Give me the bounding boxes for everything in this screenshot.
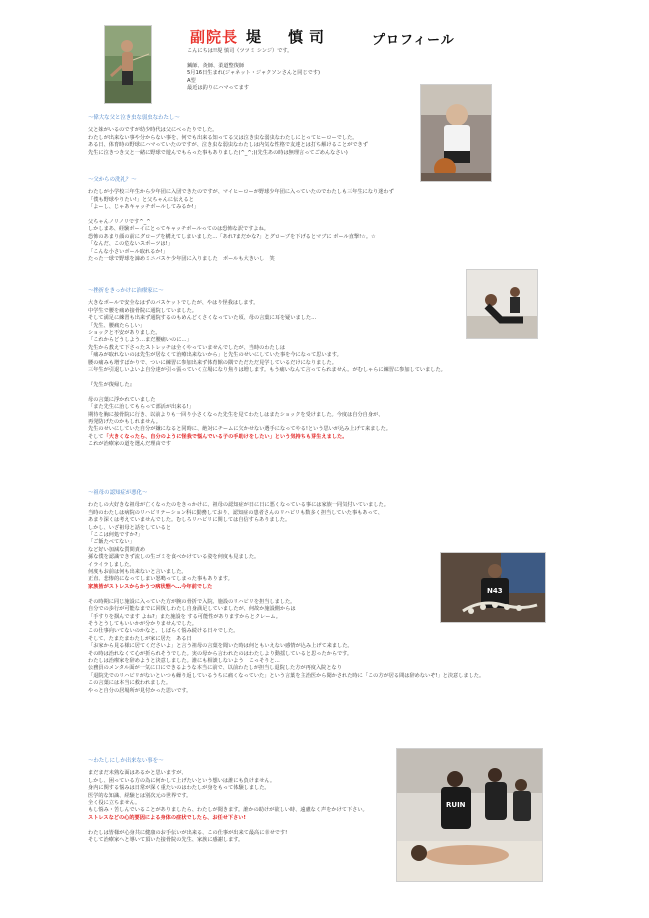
- section-baptism: [88, 177, 394, 263]
- section-only-me: [88, 758, 368, 844]
- profile-title: プロフィール: [372, 33, 455, 48]
- skeleton-illustration: [441, 553, 545, 622]
- section-line: そうとうしてもいいかが分かりませんでした。: [88, 620, 197, 627]
- section-line: わたしの大好きな祖母が亡くなったのをきっかけに、祖母の認知症が日に日に悪くなっている事には家族一同気付いていました。: [88, 502, 389, 509]
- section-line: 先生から教えて下さったストレッチは全くやっていませんでしたが、当時のわたしは: [88, 344, 286, 351]
- section-line: そして治療家へと導いて頂いた接骨院の先生、家族に感謝します。: [88, 837, 244, 844]
- section-line: 三年生が引退しいよいよ自分達が引っ張っていく立場になり焦りは増します。もう痛いなんて言ってられません。がむしゃらに練習に参加していました。: [88, 367, 446, 374]
- section-line: 恐怖のあまり顔の前にグローブを構えてしまいました…「あれ?まだかな?」とグローブを下げるとマブに ボール直撃!☆。☆: [88, 233, 376, 240]
- section-line: 中学生で腰を痛め接骨院に通院していました。: [88, 307, 197, 314]
- section-line: 「手すりを掴んでます よね?」また施設を する可能性がありますからとクレーム。: [88, 613, 281, 620]
- section-line: そして満足に練習も出来ず通院するのもめんどくさくなっていた頃、母の言葉に耳を疑いました…: [88, 315, 317, 322]
- section-line: [88, 591, 484, 598]
- section-line: 先生に泣きつき父と一緒に野球で遊んでもらった事もありました(^_^;)(先生あの時は無理言ってごめんなさい): [88, 149, 348, 156]
- section-line: これが治療家の道を選んだ理由です: [88, 441, 172, 448]
- section-father: [88, 115, 368, 157]
- section-line: 「また先生に治してもらって部活が出来る!」: [88, 404, 194, 411]
- section-line: 「よーし、じゃあキャッチボールしてみるか!」: [88, 204, 199, 211]
- section-line: 父ちゃんノリノリです^_^: [88, 219, 151, 226]
- intro-line: 5月16日生まれ(ジャネット・ジャクソンさんと同じです): [187, 70, 321, 77]
- section-line: 孫な僕を認識できず流しの生ゴミを食べかけている姿を何度も見ました。: [88, 554, 260, 561]
- section-heading: 〜祖母の認知症が悪化〜: [88, 490, 148, 496]
- section-line: [88, 389, 446, 396]
- section-line: その時は治れなくて心が折られそうでした。実の母から言われたのはわたしより動揺していると思ったからです。: [88, 650, 353, 657]
- section-line: など好い加減な質問責め: [88, 546, 146, 553]
- intro-line: [187, 55, 320, 62]
- section-line: その時期に同じ施設に入っていた方が腕の骨折で入院、施設のリハビリを担当しました。: [88, 598, 296, 605]
- section-line: たった一球で野球を諦めミニバスケ少年団に入りました ボールも大きいし 笑: [88, 256, 275, 263]
- section-line: しかし、困っている方の為に何かして上げたいという想いは誰にも負けません。: [88, 777, 276, 784]
- section-line: 何度もお前は何も出来ないと言いました。: [88, 569, 187, 576]
- section-heading: 〜わたしにしか出来ない事を〜: [88, 758, 164, 764]
- section-line: 再発防げたのかもしれません。: [88, 418, 161, 425]
- section-line: 『先生が復帰した』: [88, 381, 135, 388]
- section-line: そして、たまたまわたしが家に居た ある日: [88, 635, 192, 642]
- section-line: ショックと不安がありました。: [88, 330, 161, 337]
- section-line: 「先生、腰痛たらしい」: [88, 322, 146, 329]
- section-line: 大きなボールで安全なはずのバスケットでしたが、やはり怪我はします。: [88, 300, 259, 307]
- section-line: [88, 374, 446, 381]
- section-line: [88, 822, 368, 829]
- section-line: しかし、いざ祖母と話をしていると: [88, 524, 172, 531]
- svg-text:N43: N43: [487, 587, 503, 595]
- highlight-text: 「大きくなったら、自分のように怪我で悩んでいる子の手助けをしたい」: [103, 433, 275, 440]
- section-line: [88, 212, 394, 219]
- highlight-prefix: そして: [88, 433, 104, 440]
- highlight-text: ストレスなどの心的要因による身体の症状でしたら、お任せ下さい!: [88, 814, 246, 821]
- childhood-illustration: [421, 85, 491, 181]
- section-line: この仕事向いてないのかなと、しばらく悩み続ける日々でした。: [88, 628, 239, 635]
- section-line: 「痛みが取れないのは先生が居なくて治療出来ないから」と先生のせいにしていた事を今になって思います。: [88, 352, 342, 359]
- section-line: 「お家から見る様に居てくださいよ」と言う祖母の言葉を聞いた時は何ともいえない感情が込み上げて来ました。: [88, 643, 353, 650]
- section-line: 「僕も野球やりたい!」と父ちゃんに伝えると: [88, 196, 194, 203]
- section-line: この言葉には本当に救われました。: [88, 680, 172, 687]
- section-line: わたしは皆様が心身共に健康のお手伝いが出来る、この仕事が出来て最高に幸せです!: [88, 829, 288, 836]
- role-title: 副院長: [190, 28, 239, 46]
- treatment-photo: [396, 748, 543, 882]
- section-line: 医学的な知識、経験とは別次元の世界です。: [88, 792, 192, 799]
- portrait-illustration: [105, 26, 151, 103]
- childhood-photo: [420, 84, 492, 182]
- svg-text:RUIN: RUIN: [446, 801, 466, 809]
- skeleton-photo: [440, 552, 546, 623]
- section-line: 全く役に立ちません。: [88, 800, 141, 807]
- stretching-photo: [466, 269, 538, 339]
- section-line: 「なんだ、この危ないスポーツは!」: [88, 241, 173, 248]
- section-heading: 〜父からの洗礼？〜: [88, 177, 137, 183]
- section-line: あまり深くは考えていませんでした。むしろリハビリに関しては自信すらありました。: [88, 517, 291, 524]
- intro-line: A型: [187, 77, 196, 84]
- section-line: もし悩み・苦しんでいることがありましたら、わたしが聞きます。誰かの助けが欲しい時、遠慮なく声をかけて下さい。: [88, 807, 368, 814]
- section-line: わたしが出来ない事や分からない事を、何でも出来る知ってる父は泣き虫な弱虫なわたしにとってヒーローでした。: [88, 134, 358, 141]
- section-line: 先生のせいにしていた自分が嫌になると同時に、絶対にチームに欠かせない選手になってやる!という思いが込み上げて来ました。: [88, 426, 391, 433]
- highlight-text: 家族皆がストレスからかうつ病状態へ…今年前でした: [88, 583, 213, 590]
- section-line: 「こんな小さいボール取れるか!」: [88, 248, 168, 255]
- section-line: やっと自分の居場所が見付かった思いです。: [88, 687, 192, 694]
- section-line: 身内に関する悩みは日常が深く重たいのはわたしが身をもって体験しました。: [88, 785, 270, 792]
- section-line: 自分での歩行が可能なまでに回復しわたし自身満足していましたが、何故か施設側からは: [88, 606, 296, 613]
- section-line: 期待を胸に接骨院に行き、以前よりも一回り小さくなった先生を見てわたしはまたショックを受けました。今度は自分自身が、: [88, 411, 384, 418]
- stretching-illustration: [467, 270, 537, 338]
- section-line: ある日、体育時の野球にハマっていたのですが、泣き虫な弱虫なわたしは内気な性格で友達とは打ち解けることができず: [88, 142, 368, 149]
- highlight-suffix: という気持ちも芽生えました。: [274, 433, 348, 440]
- section-line: 公務員のメンタル面が一気に口にできるような本当に前で、以前わたしが担当し退院した方が再度入院となり: [88, 665, 342, 672]
- section-line: 正直、悲惨的になってしまい怒鳴ってしまった事もあります。: [88, 576, 233, 583]
- section-grandmother: [88, 490, 484, 695]
- intro-line: 最近は釣りにハマってます: [187, 85, 250, 92]
- section-heading: 〜挫折をきっかけに治療家に〜: [88, 288, 164, 294]
- intro-line: 鍼師、灸師、柔道整復師: [187, 62, 245, 69]
- section-heading: 〜偉大な父と泣き虫な弱虫なわたし〜: [88, 115, 180, 121]
- section-setback: [88, 288, 446, 449]
- section-line: 「ここは何処ですか?」: [88, 532, 143, 539]
- section-line: イライラしました。: [88, 561, 135, 568]
- section-line: わたしは治療家を辞めようと決意しました。誰にも相談しないよう こっそりと…: [88, 657, 280, 664]
- section-line: 父と妹がいるのですが幼少時代は父にべったりでした。: [88, 127, 218, 134]
- section-line: 母の言葉に浮かれていました: [88, 396, 156, 403]
- treatment-illustration: [397, 749, 542, 881]
- section-line: 腰の痛みも増すばかりで、ついに練習に参加出来ず体育館の隅でただただ見学しているだけになりました。: [88, 359, 337, 366]
- section-line: 「退院先でのリハビリがないといつも繰り返しているうちに痛くなっていた」という言葉を主治医から聞かされた時に「この方が居る間は辞めないぞ!」と決意しました。: [88, 672, 485, 679]
- section-line: 当時のわたしは病院のリハビリテーション科に勤務しており、認知症の患者さんのリハビリも数多く担当していた事もあって、: [88, 509, 383, 516]
- section-line: 「これからどうしよう…まだ腰痛いのに…」: [88, 337, 192, 344]
- intro-block: [187, 48, 320, 92]
- section-line: 「ご飯たべてない」: [88, 539, 135, 546]
- name-title: 堤 慎司: [246, 28, 331, 46]
- section-line: わたしが小学校三年生から少年団に入団できたのですが、マイヒーローが野球少年団に入っていたのでわたしも三年生になり迷わず: [88, 189, 394, 196]
- intro-line: こんにちは!!堤 慎司（ツツミ シンジ）です。: [187, 48, 293, 54]
- portrait-photo: [104, 25, 152, 104]
- highlight-line: [88, 434, 446, 441]
- section-line: しかしまあ、経験ボーイにとってキャッチボールってのは恐怖な訳ですよね。: [88, 226, 269, 233]
- section-line: まだまだ未熟な面はあるかと思いますが、: [88, 770, 187, 777]
